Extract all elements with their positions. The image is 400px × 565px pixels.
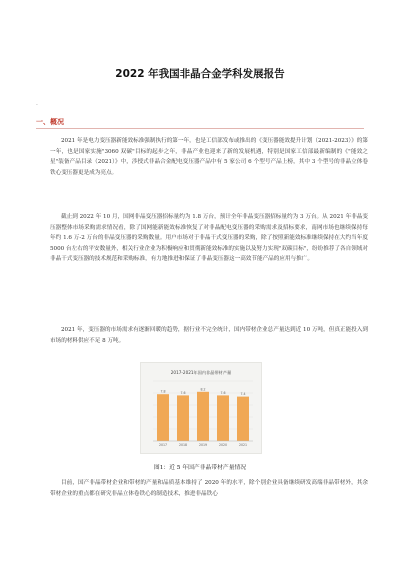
chart-svg [141,363,261,453]
paragraph-2: 截止到 2022 年 10 月，国网非晶变压器招标量约为 1.8 万台，预计全年非晶变压器招标量约为 3 万台。从 2021 年非晶变压器整体市场采购需求情况看，除了国网能新能效标准恢复了对非晶配电变压器的采购需求及招标要求，南网市场也继续保持每年约 1.6 万-2 万台的非晶变压器的采购数量。用户市场对于非晶干式变压器的采购，除了按照新能效标准继续保持在大约当年度 5000 台左右的平安数量外，相关行业企业为积极响应和贯彻新能效标准的实施以及努力实现"双碳目标"，纷纷推荐了各自领域对非晶干式变压器的技术规范和采购标准，有力地推进和保证了非晶变压器这一高效节能产品的应用与推广。 [50,214,368,262]
chart-x-tick-label: 2017 [158,443,168,447]
chart-data-label: 7.6 [180,390,186,395]
chart-x-tick-label: 2021 [238,443,248,447]
chart-data-label: 7.4 [240,392,246,397]
bullet-dot: . [36,100,38,107]
chart-x-tick-label: 2020 [218,443,228,447]
section-divider [36,128,364,129]
paragraph-4: 目前，国产非晶带材企业和带材的产量和品质基本维持了 2020 年的水平，除个别企业具备继续研发高端非晶带材外，其余带材企业的重点都在研究非晶立体卷铁心的制造技术，推进非晶铁心 [50,480,368,497]
production-chart [140,362,262,454]
chart-title: 2017-2021年国内非晶带材产量 [170,370,232,375]
chart-data-label: 8.2 [200,387,206,392]
document-title: 2022 年我国非晶合金学科发展报告 [115,68,285,80]
chart-bar-2017 [157,394,169,441]
figure-caption: 图1：近 5 年国产非晶带材产量情况 [153,465,247,471]
paragraph-3: 2021 年，变压器的市场需求有逐渐回暖的趋势，据行业不完全统计，国内带材企业总产量达到近 10 万吨，但真正能投入到市场的材料供应不足 8 万吨。 [50,327,368,344]
chart-bar-2018 [177,395,189,441]
chart-x-tick-label: 2018 [178,443,188,447]
section-heading: 一、概况 [36,118,64,126]
chart-data-label: 7.6 [220,390,226,395]
chart-x-tick-label: 2019 [198,443,208,447]
chart-data-label: 7.8 [160,389,166,394]
paragraph-1: 2021 年是电力变压器新能效标准强制执行的第一年，也是工信部发布或推出的《变压器能效提升计划（2021-2023）》的第一年，也是国家实施"3060 双碳"目标的起步之年，非晶产业也迎来了新的发展机遇，特别是国家工信部最新编制的《"能效之星"装备产品目录（2021）》中，涉授式非晶合金配电变压器产品中有 5 家公司 6 个型号产品上榜，其中 3 个型号的非晶立体卷铁心变压器更是成为亮点。 [50,138,368,176]
chart-bar-2020 [217,395,229,441]
chart-bar-2019 [197,392,209,441]
chart-bar-2021 [237,397,249,441]
